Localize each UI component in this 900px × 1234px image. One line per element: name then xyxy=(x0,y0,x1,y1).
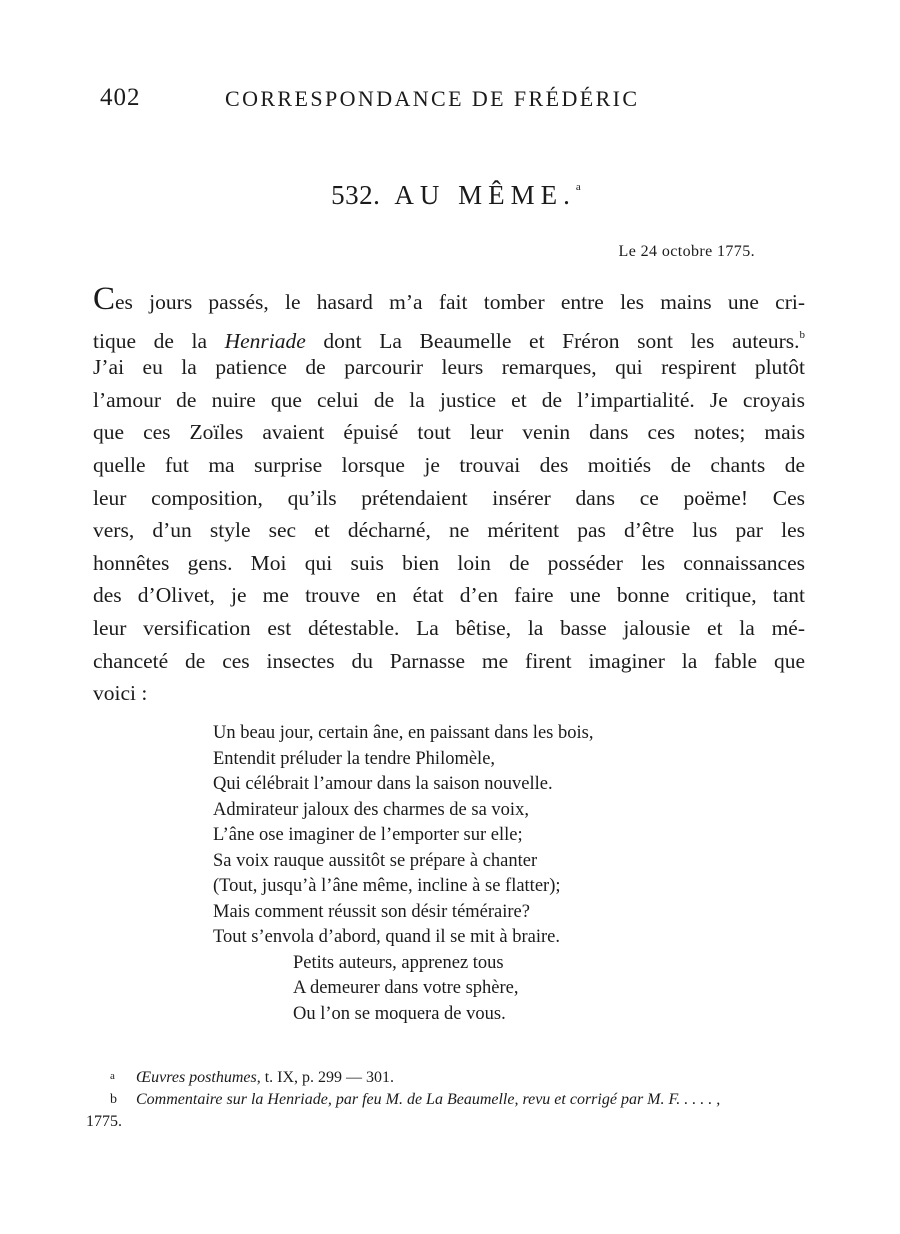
footnote-a: a Œuvres posthumes, t. IX, p. 299 — 301. xyxy=(84,1067,814,1089)
footnote-ref-a: a xyxy=(575,181,581,193)
page-number: 402 xyxy=(100,84,141,111)
verse-line: Mais comment réussit son désir téméraire? xyxy=(213,901,530,922)
footnote-b xyxy=(84,1089,814,1111)
letter-heading xyxy=(0,180,900,211)
body-line: tique de la Henriade dont La Beaumelle et Fréron sont les auteurs.$^b$ xyxy=(93,328,805,353)
body-line: J’ai eu la patience de parcourir leurs remarques, qui respirent plutôt xyxy=(93,355,805,380)
letter-date: Le 24 octobre 1775. xyxy=(618,243,755,260)
verse-moral-line: A demeurer dans votre sphère, xyxy=(293,978,519,998)
work-title-henriade: Henriade xyxy=(224,328,306,353)
drop-cap: C xyxy=(93,281,116,317)
verse-line: Un beau jour, certain âne, en paissant dans les bois, xyxy=(213,723,594,743)
body-line: voici : xyxy=(93,681,148,706)
letter-body xyxy=(93,281,805,710)
body-line: vers, d’un style sec et décharné, ne méritent pas d’être lus par les xyxy=(93,518,805,543)
running-title: CORRESPONDANCE DE FRÉDÉRIC xyxy=(225,86,640,111)
letter-title: AU MÊME. xyxy=(394,180,576,210)
footnote-ref-b: b xyxy=(799,328,805,341)
verse-moral-line: Ou l’on se moquera de vous. xyxy=(293,1003,506,1024)
footnote-a-source: Œuvres posthumes xyxy=(136,1069,257,1086)
body-line: que ces Zoïles avaient épuisé tout leur venin dans ces notes; mais xyxy=(93,420,805,445)
verse-moral-line: Petits auteurs, apprenez tous xyxy=(293,952,504,973)
verse-line: Qui célébrait l’amour dans la saison nouvelle. xyxy=(213,774,553,794)
body-line: leur versification est détestable. La bêtise, la basse jalousie et la mé- xyxy=(93,615,805,640)
letter-number: 532. xyxy=(331,180,381,210)
running-head xyxy=(100,84,690,116)
verse-line: Sa voix rauque aussitôt se prépare à chanter xyxy=(213,850,538,871)
body-line: chanceté de ces insectes du Parnasse me firent imaginer la fable que xyxy=(93,648,805,673)
verse-line: Admirateur jaloux des charmes de sa voix, xyxy=(213,799,529,820)
body-line: leur composition, qu’ils prétendaient insérer dans ce poëme! Ces xyxy=(93,485,805,510)
footnote-b-continuation: 1775. xyxy=(86,1113,122,1130)
footnote-mark-b: b xyxy=(110,1092,117,1107)
verse-line: Tout s’envola d’abord, quand il se mit à braire. xyxy=(213,927,561,947)
footnotes xyxy=(84,1067,814,1133)
footnote-mark-a: a xyxy=(110,1070,115,1082)
body-line: honnêtes gens. Moi qui suis bien loin de posséder les connaissances xyxy=(93,550,805,575)
body-line: quelle fut ma surprise lorsque je trouvai des moitiés de chants de xyxy=(93,452,805,477)
verse-line: L’âne ose imaginer de l’emporter sur elle; xyxy=(213,825,523,845)
body-line: des d’Olivet, je me trouve en état d’en faire une bonne critique, tant xyxy=(93,583,805,608)
footnote-b-source: Commentaire sur la Henriade, par feu M. de La Beaumelle, revu et corrigé par M. F. . . . . , xyxy=(136,1091,721,1108)
fable-verse xyxy=(213,721,593,1027)
verse-line: Entendit préluder la tendre Philomèle, xyxy=(213,748,496,769)
verse-line: (Tout, jusqu’à l’âne même, incline à se flatter); xyxy=(213,876,561,896)
body-line: l’amour de nuire que celui de la justice et de l’impartialité. Je croyais xyxy=(93,387,805,412)
body-line: Ces jours passés, le hasard m’a fait tomber entre les mains une cri- xyxy=(93,281,805,317)
